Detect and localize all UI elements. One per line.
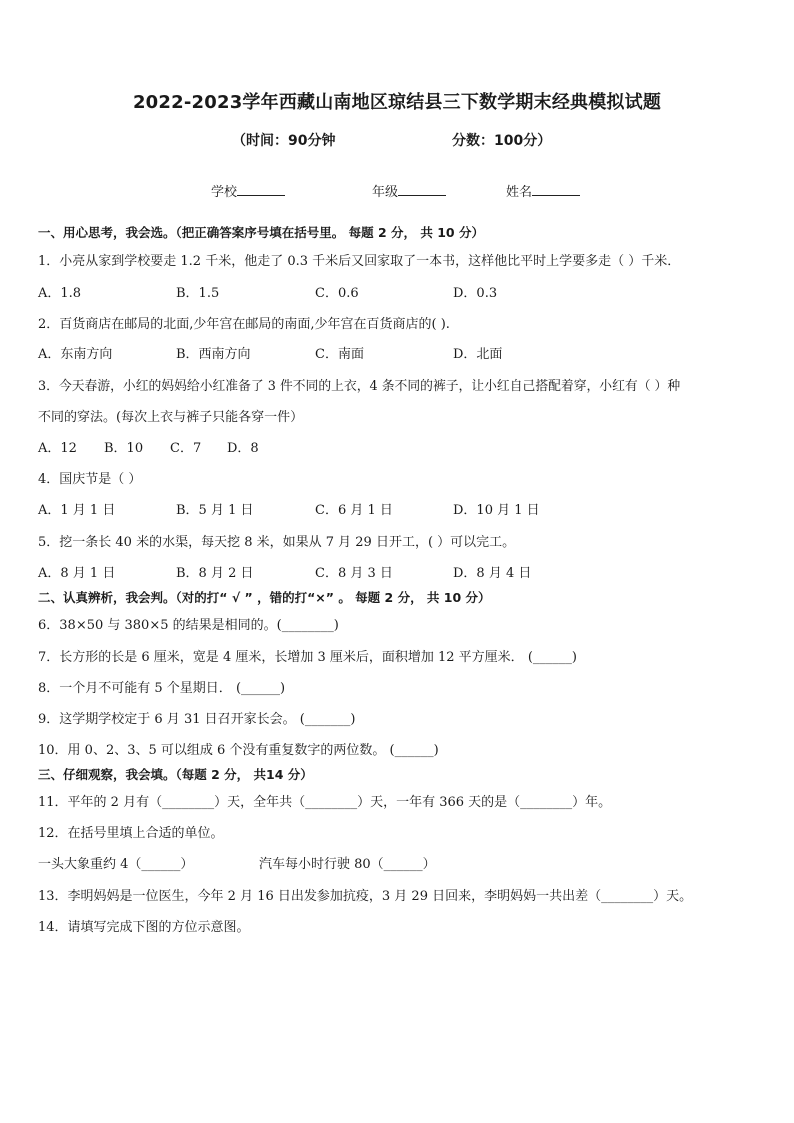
q1-option-d[interactable]: D．0.3 <box>453 286 498 301</box>
question-7: 7．长方形的长是 6 厘米，宽是 4 厘米，长增加 3 厘米后，面积增加 12 平方厘米． (______) <box>38 650 577 665</box>
question-12: 12．在括号里填上合适的单位。 <box>38 826 224 841</box>
q5-option-b[interactable]: B．8 月 2 日 <box>176 566 254 581</box>
name-blank[interactable] <box>532 183 580 196</box>
q5-option-d[interactable]: D．8 月 4 日 <box>453 566 532 581</box>
exam-time: （时间：90分钟 <box>232 133 336 149</box>
q3-option-c[interactable]: C．7 <box>170 441 202 456</box>
exam-title: 2022-2023学年西藏山南地区琼结县三下数学期末经典模拟试题 <box>132 92 662 113</box>
q4-option-d[interactable]: D．10 月 1 日 <box>453 503 540 518</box>
question-13: 13．李明妈妈是一位医生，今年 2 月 16 日出发参加抗疫，3 月 29 日回来，李明妈妈一共出差（________）天。 <box>38 889 693 904</box>
question-8: 8．一个月不可能有 5 个星期日． (______) <box>38 681 286 696</box>
q5-option-c[interactable]: C．8 月 3 日 <box>315 566 393 581</box>
q3-option-a[interactable]: A．12 <box>38 441 77 456</box>
q4-option-a[interactable]: A．1 月 1 日 <box>38 503 116 518</box>
question-12-a: 一头大象重约 4（______） <box>38 857 194 872</box>
grade-label: 年级 <box>372 185 399 200</box>
question-14: 14．请填写完成下图的方位示意图。 <box>38 920 250 935</box>
q1-option-a[interactable]: A．1.8 <box>38 286 82 301</box>
q4-option-c[interactable]: C．6 月 1 日 <box>315 503 393 518</box>
question-3-line-1: 3．今天春游，小红的妈妈给小红准备了 3 件不同的上衣，4 条不同的裤子，让小红自己搭配着穿，小红有（ ）种 <box>38 379 681 394</box>
question-5: 5．挖一条长 40 米的水渠，每天挖 8 米，如果从 7 月 29 日开工，( ）可以完工。 <box>38 535 516 550</box>
grade-field <box>372 181 446 200</box>
q2-option-a[interactable]: A．东南方向 <box>38 347 113 362</box>
question-10: 10．用 0、2、3、5 可以组成 6 个没有重复数字的两位数。 (______) <box>38 743 439 758</box>
exam-score: 分数：100分） <box>452 133 552 149</box>
q2-option-c[interactable]: C．南面 <box>315 347 364 362</box>
question-12-b: 汽车每小时行驶 80（______） <box>259 857 436 872</box>
school-field <box>211 181 285 200</box>
question-9: 9．这学期学校定于 6 月 31 日召开家长会。 (_______) <box>38 712 356 727</box>
q3-option-b[interactable]: B．10 <box>104 441 144 456</box>
question-3-line-2: 不同的穿法。(每次上衣与裤子只能各穿一件） <box>38 410 304 425</box>
q5-option-a[interactable]: A．8 月 1 日 <box>38 566 116 581</box>
q4-option-b[interactable]: B．5 月 1 日 <box>176 503 254 518</box>
question-2: 2．百货商店在邮局的北面,少年宫在邮局的南面,少年宫在百货商店的( ). <box>38 317 450 332</box>
section-2-heading: 二、认真辨析，我会判。（对的打“ √ ” ，错的打“×” 。 每题 2 分， 共 10 分） <box>38 590 491 605</box>
q1-option-c[interactable]: C．0.6 <box>315 286 359 301</box>
q2-option-b[interactable]: B．西南方向 <box>176 347 251 362</box>
name-label: 姓名 <box>506 185 533 200</box>
grade-blank[interactable] <box>398 183 446 196</box>
question-6: 6．38×50 与 380×5 的结果是相同的。(________) <box>38 618 339 633</box>
question-4: 4．国庆节是（ ） <box>38 472 142 487</box>
section-3-heading: 三、仔细观察，我会填。（每题 2 分， 共14 分） <box>38 767 313 782</box>
q3-option-d[interactable]: D．8 <box>227 441 259 456</box>
school-label: 学校 <box>211 185 238 200</box>
q1-option-b[interactable]: B．1.5 <box>176 286 220 301</box>
school-blank[interactable] <box>237 183 285 196</box>
name-field <box>506 181 580 200</box>
question-1: 1．小亮从家到学校要走 1.2 千米，他走了 0.3 千米后又回家取了一本书，这样他比平时上学要多走（ ）千米． <box>38 254 681 269</box>
question-11: 11．平年的 2 月有（________）天，全年共（________）天，一年有 366 天的是（________）年。 <box>38 795 612 810</box>
q2-option-d[interactable]: D．北面 <box>453 347 503 362</box>
section-1-heading: 一、用心思考，我会选。（把正确答案序号填在括号里。 每题 2 分， 共 10 分） <box>38 225 484 240</box>
